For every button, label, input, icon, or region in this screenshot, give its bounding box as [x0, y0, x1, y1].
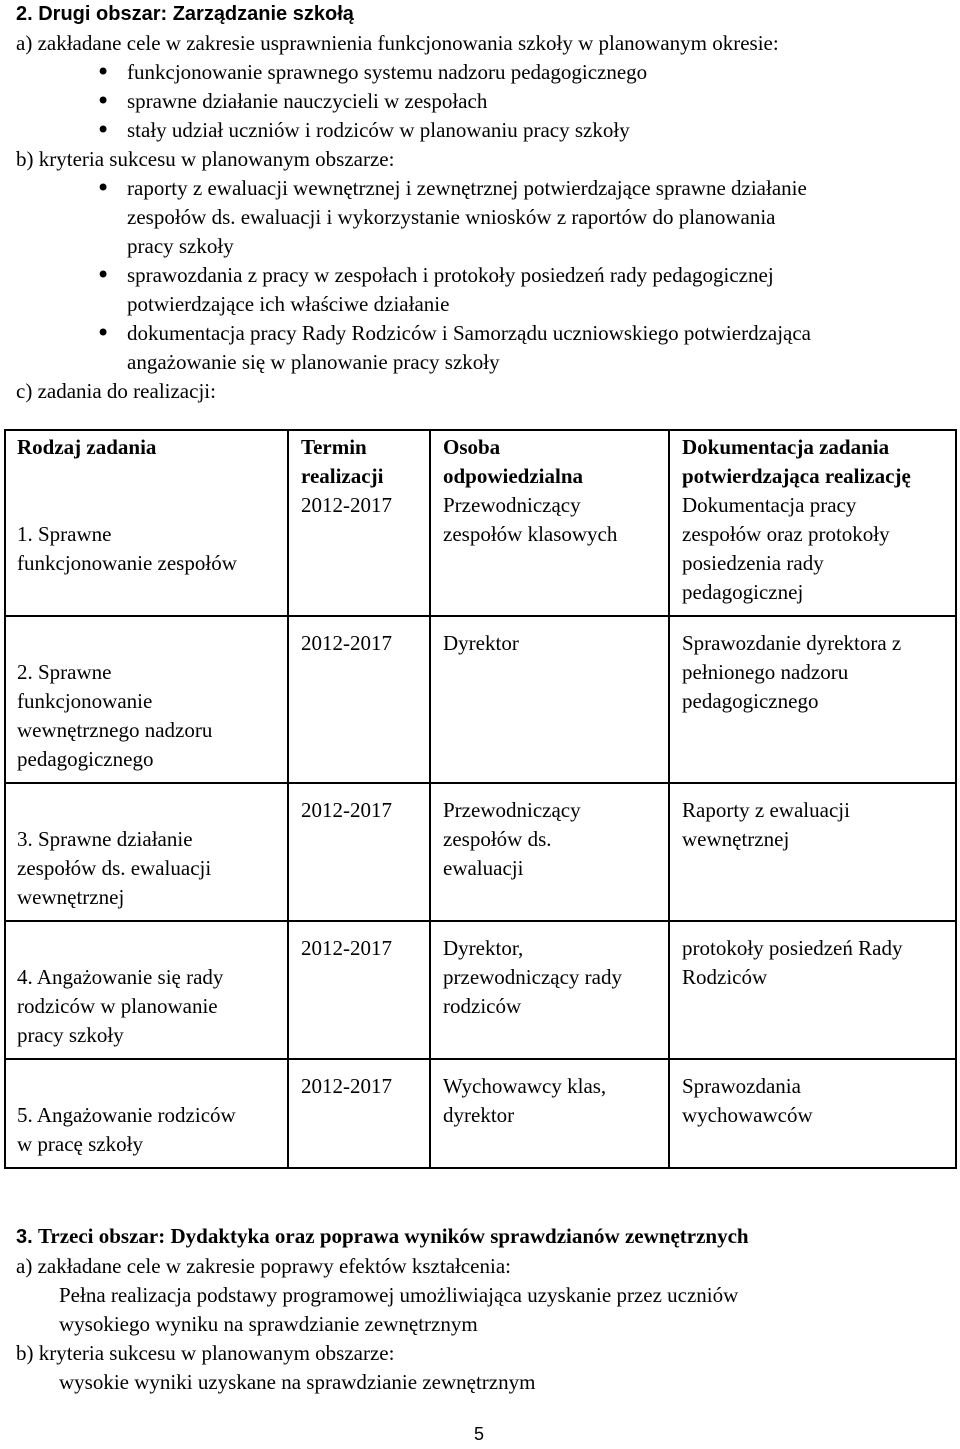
criteria-line: wysokie wyniki uzyskane na sprawdzianie zewnętrznym: [59, 1370, 536, 1394]
criteria-list: [16, 174, 956, 377]
table-row: [5, 616, 956, 783]
section-3: [16, 1222, 956, 1397]
section-2-heading: 2. Drugi obszar: Zarządzanie szkołą: [16, 3, 354, 25]
table-cell-person: Dyrektor, przewodniczący rady rodziców: [430, 921, 669, 1059]
section-3-heading: 3. Trzeci obszar: Dydaktyka oraz poprawa wyników sprawdzianów zewnętrznych: [16, 1224, 749, 1248]
table-header-row: [5, 430, 956, 491]
table-header-cell: Dokumentacja zadania potwierdzająca realizację: [669, 430, 956, 491]
table-cell-docs: Sprawozdanie dyrektora z pełnionego nadzoru pedagogicznego: [669, 616, 956, 783]
table-header-cell: Osoba odpowiedzialna: [430, 430, 669, 491]
table-cell-task: 2. Sprawne funkcjonowanie wewnętrznego nadzoru pedagogicznego: [5, 616, 288, 783]
goals-list: [16, 58, 956, 145]
goal-item: • funkcjonowanie sprawnego systemu nadzoru pedagogicznego: [16, 58, 956, 87]
page-number: 5: [474, 1424, 485, 1444]
table-cell-person: Przewodniczący zespołów klasowych: [430, 491, 669, 616]
table-cell-task: 4. Angażowanie się rady rodziców w planowanie pracy szkoły: [5, 921, 288, 1059]
goal-item: • stały udział uczniów i rodziców w planowaniu pracy szkoły: [16, 116, 956, 145]
table-cell-docs: protokoły posiedzeń Rady Rodziców: [669, 921, 956, 1059]
table-cell-person: Przewodniczący zespołów ds. ewaluacji: [430, 783, 669, 921]
table-header-cell: Rodzaj zadania: [5, 430, 288, 491]
table-row: [5, 1059, 956, 1168]
table-header-cell: Termin realizacji: [288, 430, 430, 491]
table-cell-person: Dyrektor: [430, 616, 669, 783]
goal-line: Pełna realizacja podstawy programowej umożliwiająca uzyskanie przez uczniów: [59, 1283, 739, 1307]
tasks-label: c) zadania do realizacji:: [16, 379, 216, 403]
section-2: [16, 0, 956, 406]
table-cell-term: 2012-2017: [288, 783, 430, 921]
table-cell-docs: Dokumentacja pracy zespołów oraz protokoły posiedzenia rady pedagogicznej: [669, 491, 956, 616]
table-row: [5, 921, 956, 1059]
table-cell-task: 1. Sprawne funkcjonowanie zespołów: [5, 491, 288, 616]
table-cell-term: 2012-2017: [288, 921, 430, 1059]
tasks-table: [4, 429, 957, 1169]
table-row: [5, 783, 956, 921]
goals-label: a) zakładane cele w zakresie poprawy efektów kształcenia:: [16, 1254, 511, 1278]
table-cell-task: 3. Sprawne działanie zespołów ds. ewaluacji wewnętrznej: [5, 783, 288, 921]
table-cell-term: 2012-2017: [288, 616, 430, 783]
table-cell-person: Wychowawcy klas, dyrektor: [430, 1059, 669, 1168]
goals-label: a) zakładane cele w zakresie usprawnienia funkcjonowania szkoły w planowanym okresie:: [16, 31, 779, 55]
criteria-item: • raporty z ewaluacji wewnętrznej i zewnętrznej potwierdzające sprawne działanie zespołów ds. ewaluacji i wykorzystanie wniosków z raportów do planowania pracy szkoły: [16, 174, 956, 261]
table-cell-task: 5. Angażowanie rodziców w pracę szkoły: [5, 1059, 288, 1168]
table-cell-term: 2012-2017: [288, 491, 430, 616]
criteria-item: • sprawozdania z pracy w zespołach i protokoły posiedzeń rady pedagogicznej potwierdzające ich właściwe działanie: [16, 261, 956, 319]
goal-item: • sprawne działanie nauczycieli w zespołach: [16, 87, 956, 116]
table-cell-term: 2012-2017: [288, 1059, 430, 1168]
criteria-label: b) kryteria sukcesu w planowanym obszarze:: [16, 147, 395, 171]
goal-line: wysokiego wyniku na sprawdzianie zewnętrznym: [59, 1312, 478, 1336]
criteria-item: • dokumentacja pracy Rady Rodziców i Samorządu uczniowskiego potwierdzająca angażowanie się w planowanie pracy szkoły: [16, 319, 956, 377]
table-cell-docs: Sprawozdania wychowawców: [669, 1059, 956, 1168]
table-cell-docs: Raporty z ewaluacji wewnętrznej: [669, 783, 956, 921]
criteria-label: b) kryteria sukcesu w planowanym obszarze:: [16, 1341, 395, 1365]
table-row: [5, 491, 956, 616]
